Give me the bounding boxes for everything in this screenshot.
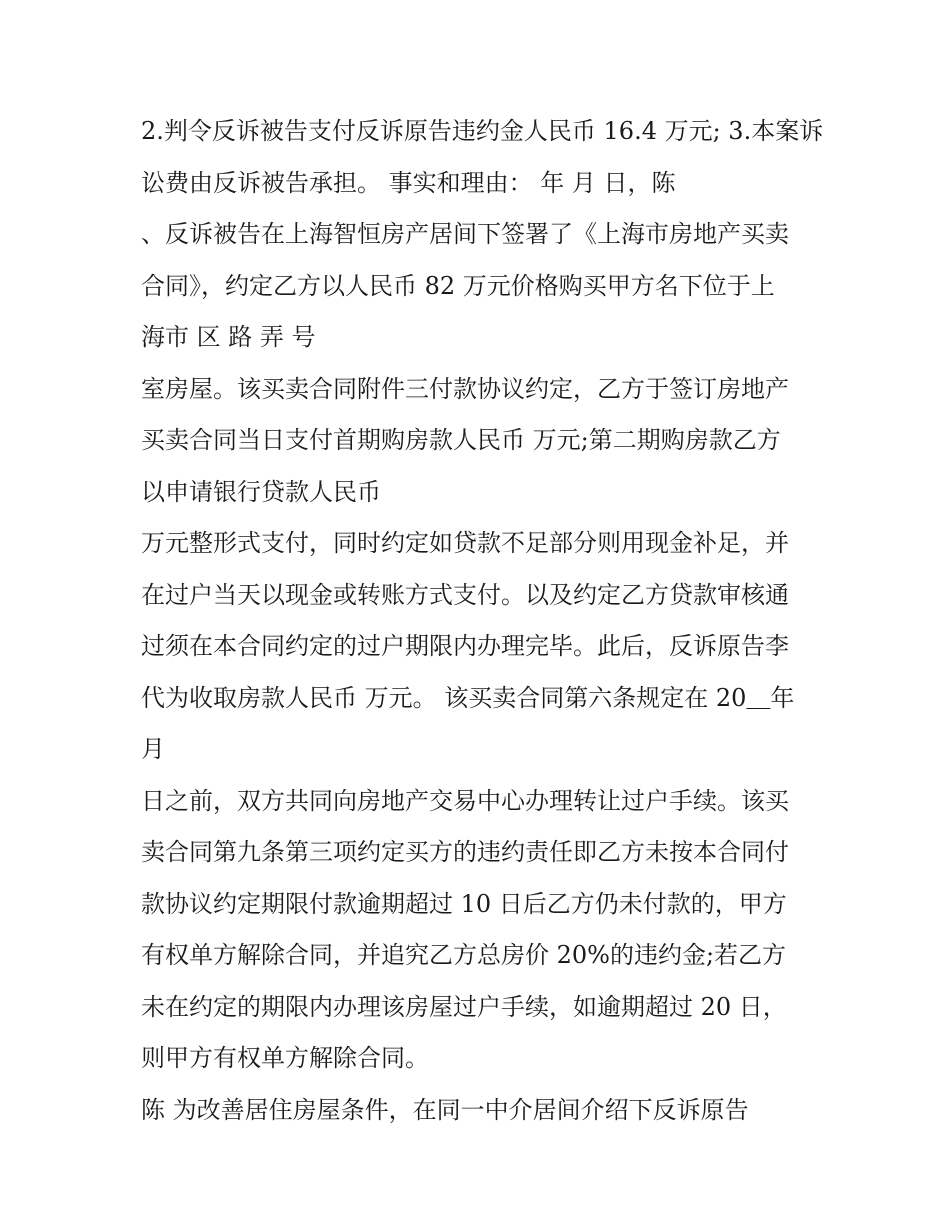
text-line: 以申请银行贷款人民币 xyxy=(141,477,381,506)
text-line: 则甲方有权单方解除合同。 xyxy=(141,1044,429,1072)
text-line: 月 xyxy=(141,735,165,763)
text-line: 买卖合同当日支付首期购房款人民币 万元;第二期购房款乙方 xyxy=(141,426,781,454)
text-line: 有权单方解除合同，并追究乙方总房价 20%的违约金;若乙方 xyxy=(141,941,787,969)
text-line: 讼费由反诉被告承担。 事实和理由： 年 月 日，陈 xyxy=(141,168,676,197)
document-body xyxy=(141,106,824,1136)
text-line: 陈 为改善居住房屋条件，在同一中介居间介绍下反诉原告 xyxy=(141,1095,749,1124)
text-line: 未在约定的期限内办理该房屋过户手续，如逾期超过 20 日， xyxy=(141,992,787,1021)
text-line: 万元整形式支付，同时约定如贷款不足部分则用现金补足，并 xyxy=(141,529,789,557)
text-line: 款协议约定期限付款逾期超过 10 日后乙方仍未付款的，甲方 xyxy=(141,889,787,918)
text-line: 合同》，约定乙方以人民币 82 万元价格购买甲方名下位于上 xyxy=(141,271,775,300)
text-line: 日之前，双方共同向房地产交易中心办理转让过户手续。该买 xyxy=(141,786,789,815)
text-line: 代为收取房款人民币 万元。 该买卖合同第六条规定在 20＿年 xyxy=(141,683,795,712)
text-line: 海市 区 路 弄 号 xyxy=(141,323,316,351)
text-line: 2.判令反诉被告支付反诉原告违约金人民币 16.4 万元; 3.本案诉 xyxy=(141,117,824,145)
text-line: 室房屋。该买卖合同附件三付款协议约定，乙方于签订房地产 xyxy=(141,374,789,403)
text-line: 在过户当天以现金或转账方式支付。以及约定乙方贷款审核通 xyxy=(141,580,789,609)
text-line: 过须在本合同约定的过户期限内办理完毕。此后，反诉原告李 xyxy=(141,632,789,660)
text-line: 、反诉被告在上海智恒房产居间下签署了《上海市房地产买卖 xyxy=(141,220,789,248)
text-line: 卖合同第九条第三项约定买方的违约责任即乙方未按本合同付 xyxy=(141,838,789,866)
